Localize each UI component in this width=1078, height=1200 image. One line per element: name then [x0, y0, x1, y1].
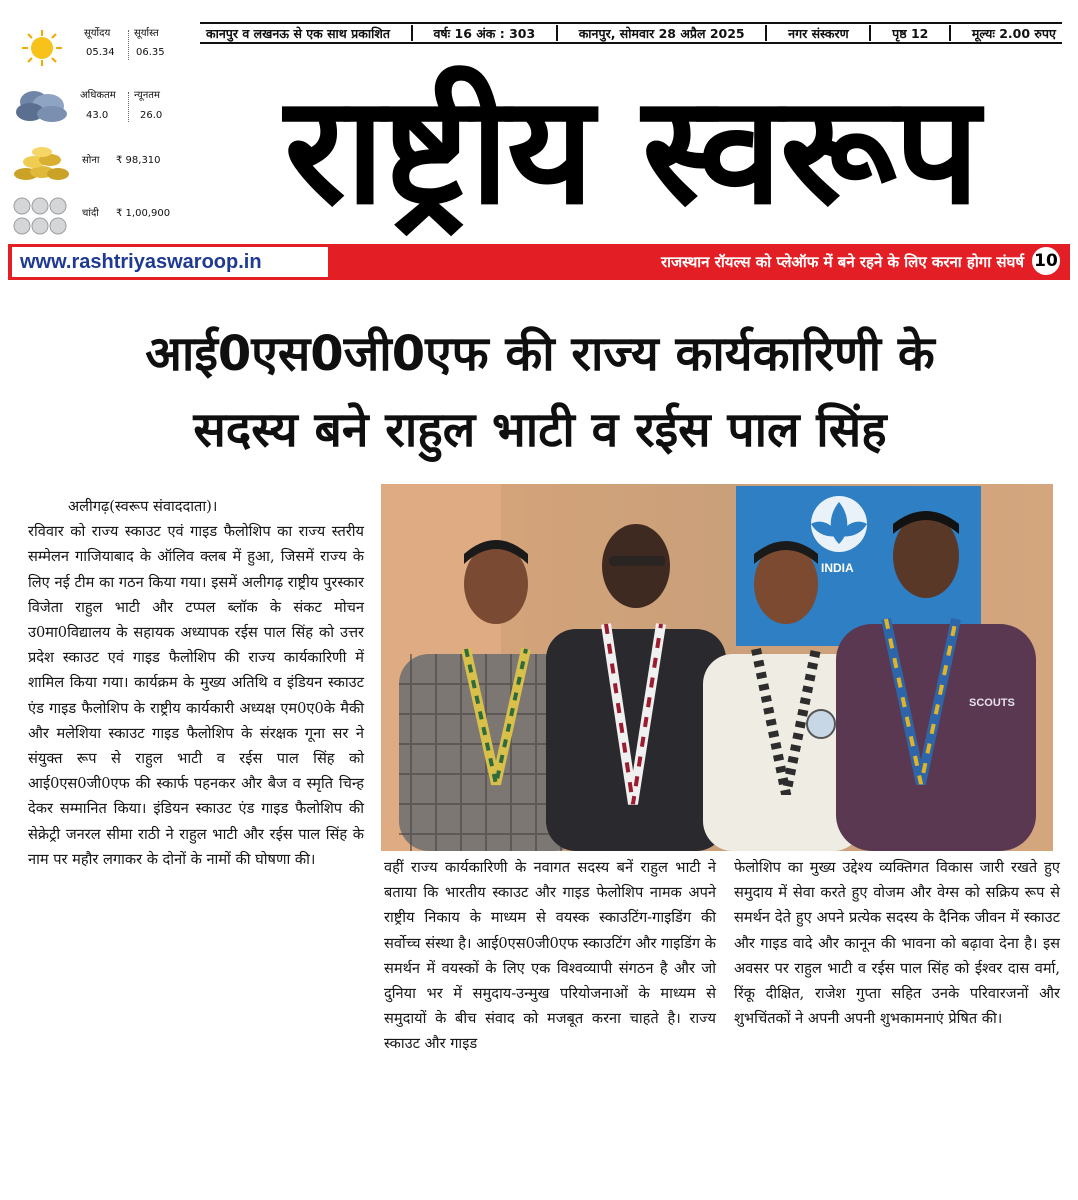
headline-line-2: सदस्य बने राहुल भाटी व रईस पाल सिंह	[193, 402, 887, 458]
sunrise-label: सूर्योदय	[84, 28, 111, 39]
article-column-3: फेलोशिप का मुख्य उद्देश्य व्यक्तिगत विकास जारी रखते हुए समुदाय में सेवा करते हुए वोजम और वेग्स को सक्रिय रूप से समर्थन देते हुए अपने प्रत्येक सदस्य के दैनिक जीवन में स्काउट और गाइड वादे और कानून की भावना को बढ़ावा देना है। इस अवसर पर राहुल भाटी व रईस पाल सिंह को ईश्वर दास वर्मा, रिंकू दीक्षित, राजेश गुप्ता सहित उनके परिवारजनों और शुभचिंतकों ने अपनी अपनी शुभकामनाएं प्रेषित की।	[734, 859, 1060, 1028]
edition-name: नगर संस्करण	[788, 25, 849, 41]
divider	[949, 25, 951, 41]
newspaper-masthead: राष्ट्रीय स्वरूप	[284, 64, 978, 238]
headline-line-1: आई0एस0जी0एफ की राज्य कार्यकारिणी के	[145, 326, 935, 382]
banner-text: INDIA	[821, 561, 854, 575]
article-text-1: रविवार को राज्य स्काउट एवं गाइड फैलोशिप का राज्य स्तरीय सम्मेलन गाजियाबाद के ऑलिव क्लब में हुआ, जिसमें राज्य के लिए नई टीम का गठन किया गया। इसमें अलीगढ़ राष्ट्रीय पुरस्कार विजेता राहुल भाटी और टप्पल ब्लॉक के संकट मोचन उ0मा0विद्यालय के सहायक अध्यापक रईस पाल सिंह को उत्तर प्रदेश स्काउट एवं गाइड फैलोशिप की राज्य कार्यकारिणी में शामिल किया गया। कार्यक्रम के मुख्य अतिथि व इंडियन स्काउट एंड गाइड फैलोशिप के राष्ट्रीय कार्यकारी अध्यक्ष एम0ए0के मैकी और मलेशिया स्काउट गाइड फैलोशिप के संरक्षक गूना सर ने संयुक्त रूप से राहुल भाटी व रईस पाल सिंह को आई0एस0जी0एफ की स्कार्फ पहनकर और बैज व स्मृति चिन्ह देकर सम्मानित किया। इंडियन स्काउट एंड गाइड फैलोशिप की सेक्रेट्री जनरल सीमा राठी ने राहुल भाटी और रईस पाल सिंह के नाम पर महौर लगाकर के दोनों के नामों की घोषणा की।	[28, 523, 364, 868]
website-link[interactable]: www.rashtriyaswaroop.in	[12, 247, 328, 277]
cloud-icon	[12, 86, 70, 124]
sun-icon	[14, 28, 70, 68]
silver-label: चांदी	[82, 208, 99, 219]
teaser-headline[interactable]: राजस्थान रॉयल्स को प्लेऑफ में बने रहने के लिए करना होगा संघर्ष	[661, 253, 1024, 271]
page-count: पृष्ठ 12	[892, 25, 929, 41]
teaser-page-number: 10	[1030, 245, 1062, 277]
price: मूल्यः 2.00 रुपए	[971, 25, 1056, 41]
volume-issue: वर्षः 16 अंक : 303	[433, 25, 536, 41]
divider	[411, 25, 413, 41]
article-column-1	[28, 494, 364, 872]
min-temp-label: न्यूनतम	[134, 90, 160, 101]
sunrise-value: 05.34	[86, 47, 115, 58]
divider	[128, 92, 129, 122]
divider	[869, 25, 871, 41]
edition-info-line	[200, 22, 1062, 44]
article-column-2: वहीं राज्य कार्यकारिणी के नवागत सदस्य बनें राहुल भाटी ने बताया कि भारतीय स्काउट और गाइड फेलोशिप नामक अपने राष्ट्रीय निकाय के माध्यम से वयस्क स्काउटिंग-गाइडिंग की सर्वोच्च संस्था है। आई0एस0जी0एफ स्काउटिंग और गाइडिंग के समर्थन में वयस्कों के लिए एक विश्वव्यापी संगठन है और जो दुनिया भर में समुदाय-उन्मुख परियोजनाओं के माध्यम से समुदायों के बीच संवाद को मजबूत करना चाहते है। राज्य स्काउट और गाइड	[384, 859, 716, 1053]
issue-date: कानपुर, सोमवार 28 अप्रैल 2025	[578, 25, 745, 41]
silver-coins-icon	[12, 196, 70, 238]
gold-value: ₹ 98,310	[116, 155, 161, 166]
shirt-text: SCOUTS	[969, 697, 1015, 709]
divider	[556, 25, 558, 41]
max-temp-value: 43.0	[86, 110, 109, 121]
sunset-value: 06.35	[136, 47, 165, 58]
gold-label: सोना	[82, 155, 100, 166]
divider	[765, 25, 767, 41]
gold-coins-icon	[12, 146, 70, 182]
min-temp-value: 26.0	[140, 110, 163, 121]
silver-value: ₹ 1,00,900	[116, 208, 171, 219]
divider	[128, 30, 129, 60]
article-headline	[20, 316, 1060, 468]
sunset-label: सूर्यास्त	[134, 28, 159, 39]
article-photo	[381, 484, 1053, 851]
published-cities: कानपुर व लखनऊ से एक साथ प्रकाशित	[206, 25, 390, 41]
max-temp-label: अधिकतम	[80, 90, 116, 101]
dateline: अलीगढ़(स्वरूप संवाददाता)।	[68, 498, 218, 515]
